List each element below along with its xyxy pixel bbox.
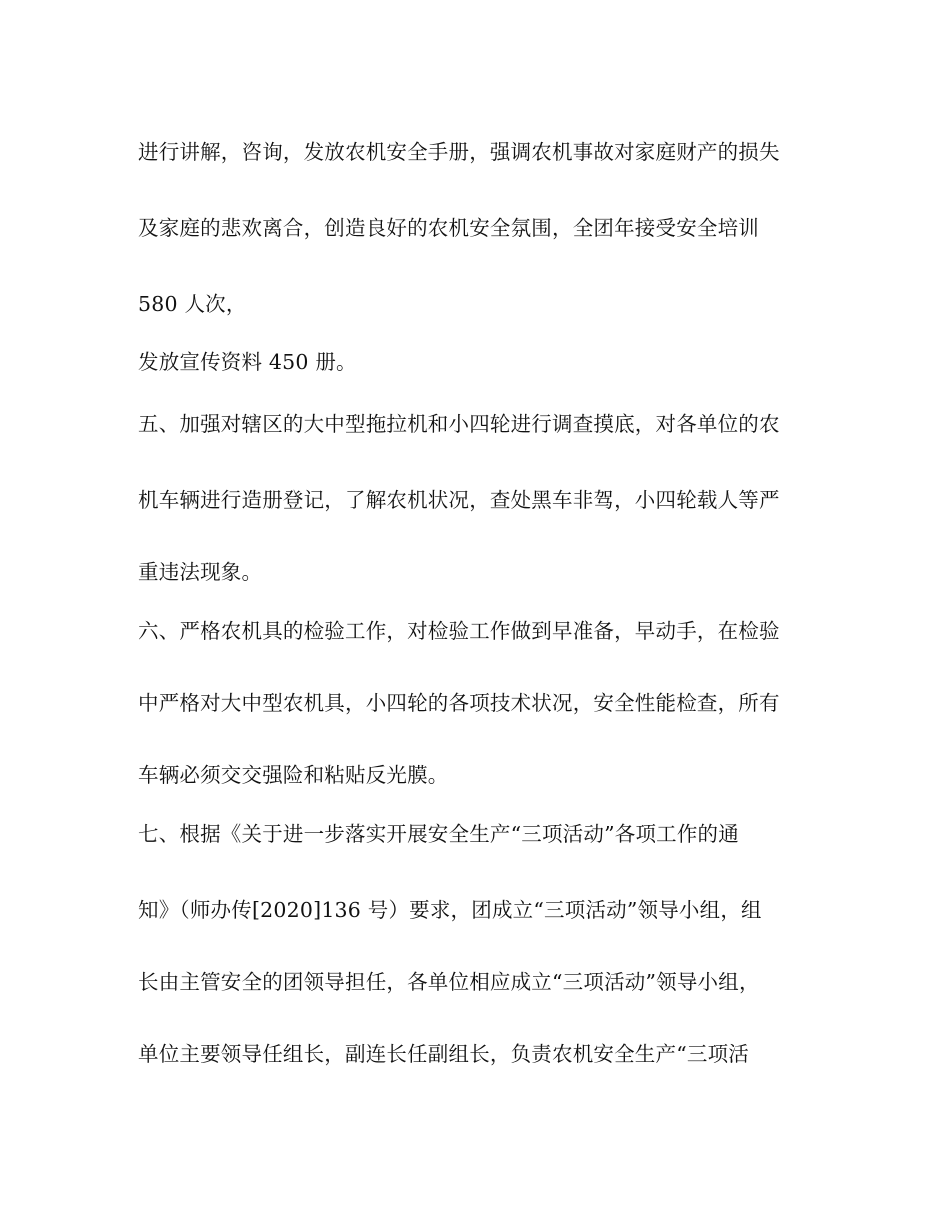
body-line-12: 知》（师办传[2020]136 号）要求，团成立“三项活动”领导小组，组 xyxy=(138,898,762,922)
body-line-2: 及家庭的悲欢离合，创造良好的农机安全氛围，全团年接受安全培训 xyxy=(138,216,759,240)
body-line-4: 发放宣传资料 450 册。 xyxy=(138,350,357,374)
body-line-1: 进行讲解，咨询，发放农机安全手册，强调农机事故对家庭财产的损失 xyxy=(138,140,780,164)
body-line-14: 单位主要领导任组长，副连长任副组长，负责农机安全生产“三项活 xyxy=(138,1042,749,1066)
body-line-13: 长由主管安全的团领导担任，各单位相应成立“三项活动”领导小组， xyxy=(138,970,760,994)
body-line-6: 机车辆进行造册登记，了解农机状况，查处黑车非驾，小四轮载人等严 xyxy=(138,488,780,512)
body-line-7: 重违法现象。 xyxy=(138,560,263,584)
body-line-11: 七、根据《关于进一步落实开展安全生产“三项活动”各项工作的通 xyxy=(138,822,739,846)
body-line-10: 车辆必须交交强险和粘贴反光膜。 xyxy=(138,763,449,787)
body-line-5: 五、加强对辖区的大中型拖拉机和小四轮进行调查摸底，对各单位的农 xyxy=(138,412,780,436)
body-line-8: 六、严格农机具的检验工作，对检验工作做到早准备，早动手，在检验 xyxy=(138,619,780,643)
body-line-3: 580 人次， xyxy=(138,292,247,316)
body-line-9: 中严格对大中型农机具，小四轮的各项技术状况，安全性能检查，所有 xyxy=(138,691,780,715)
